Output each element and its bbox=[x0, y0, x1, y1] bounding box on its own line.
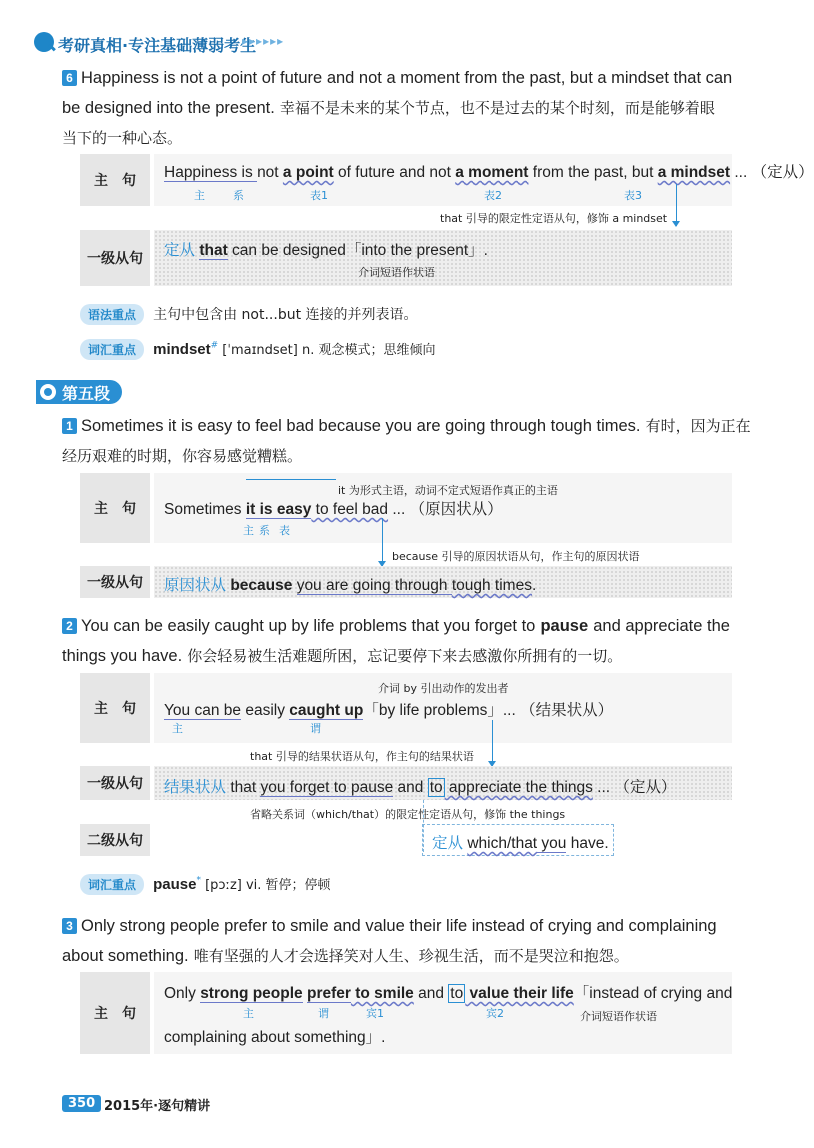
annotation-line bbox=[246, 479, 336, 480]
role-subject: 主 bbox=[172, 722, 183, 735]
header-arrows-icon: ▸▸▸▸▸▸ bbox=[242, 34, 285, 48]
search-logo-icon bbox=[34, 32, 54, 52]
main-clause-label: 主 句 bbox=[80, 154, 150, 206]
sentence-chinese-cont: 经历艰难的时期，你容易感觉糟糕。 bbox=[62, 447, 303, 465]
sentence-3 bbox=[62, 911, 752, 971]
grammar-pill: 语法重点 bbox=[80, 304, 144, 325]
role-verb: 谓 bbox=[318, 1007, 329, 1020]
vocab-mark: # bbox=[210, 340, 219, 351]
sentence-english: Only strong people prefer to smile and value their life instead of crying and complaining bbox=[81, 917, 717, 935]
vocab-word: mindset bbox=[153, 341, 211, 358]
role-verb: 谓 bbox=[310, 722, 321, 735]
role-verb: 系 bbox=[259, 524, 270, 537]
vocab-point bbox=[80, 339, 435, 360]
vocab-pill: 词汇重点 bbox=[80, 874, 144, 895]
annotation-that: that 引导的限定性定语从句，修饰 a mindset bbox=[440, 212, 668, 225]
sentence-english: Sometimes it is easy to feel bad because you are going through tough times. bbox=[81, 417, 641, 435]
sentence-chinese: 有时，因为正在 bbox=[645, 417, 751, 435]
sentence-english-2: and appreciate the bbox=[593, 617, 730, 635]
subclause-label: 一级从句 bbox=[80, 566, 150, 598]
role-subject: 主 bbox=[243, 524, 254, 537]
main-clause-sentence: Only strong people prefer to smile and to value their life「instead of crying and bbox=[164, 985, 733, 1002]
role-predicative: 表 bbox=[279, 524, 290, 537]
arrow-down-icon bbox=[382, 518, 383, 566]
subclause-label: 一级从句 bbox=[80, 766, 150, 800]
sentence-english: Happiness is not a point of future and not a moment from the past, but a mindset that can be designed into the present. bbox=[62, 69, 733, 117]
vocab-word: pause bbox=[153, 876, 197, 893]
subclause-sentence: 定从 that can be designed「into the present」. bbox=[164, 242, 488, 259]
arrow-down-icon bbox=[492, 720, 493, 766]
sentence-1 bbox=[62, 411, 752, 471]
grammar-point bbox=[80, 304, 418, 325]
sentence-chinese: 幸福不是未来的某个节点，也不是过去的某个时刻，而是能够着眼 bbox=[279, 99, 715, 117]
sentence-english-3: things you have. bbox=[62, 647, 183, 665]
vocab-def: [pɔːz] vi. 暂停；停顿 bbox=[200, 878, 331, 893]
arrow-down-icon bbox=[676, 184, 677, 226]
vocab-point bbox=[80, 874, 331, 895]
sub2-label: 二级从句 bbox=[80, 824, 150, 856]
sentence-2 bbox=[62, 611, 752, 671]
annotation-that: that 引导的结果状语从句，作主句的结果状语 bbox=[250, 750, 474, 763]
annotation-prep: 介词短语作状语 bbox=[580, 1010, 657, 1023]
sentence-number: 1 bbox=[62, 418, 77, 434]
sentence-chinese: 你会轻易被生活难题所困，忘记要停下来去感激你所拥有的一切。 bbox=[187, 647, 623, 665]
section-header bbox=[36, 380, 122, 404]
header-title: 考研真相·专注基础薄弱考生 bbox=[58, 36, 257, 55]
role-subject: 主 bbox=[243, 1007, 254, 1020]
annotation-which: 省略关系词（which/that）的限定性定语从句，修饰 the things bbox=[250, 808, 566, 821]
annotation-by: 介词 by 引出动作的发出者 bbox=[378, 682, 509, 695]
sentence-number: 2 bbox=[62, 618, 77, 634]
role-verb: 系 bbox=[233, 189, 244, 202]
vocab-pill: 词汇重点 bbox=[80, 339, 144, 360]
annotation-prep: 介词短语作状语 bbox=[358, 266, 435, 279]
subclause-label: 一级从句 bbox=[80, 230, 150, 286]
sentence-keyword: pause bbox=[540, 617, 589, 635]
page-number: 350 bbox=[62, 1095, 101, 1112]
role-object-1: 宾1 bbox=[366, 1007, 384, 1020]
search-icon bbox=[40, 384, 56, 400]
sentence-6 bbox=[62, 63, 752, 153]
role-predicative-3: 表3 bbox=[624, 189, 642, 202]
sentence-chinese: 唯有坚强的人才会选择笑对人生、珍视生活，而不是哭泣和抱怨。 bbox=[193, 947, 629, 965]
role-predicative-1: 表1 bbox=[310, 189, 328, 202]
main-clause-label: 主 句 bbox=[80, 972, 150, 1054]
subclause-sentence: 原因状从 because you are going through tough times. bbox=[164, 577, 537, 594]
footer-title: 2015年·逐句精讲 bbox=[104, 1099, 211, 1114]
sentence-chinese-cont: 当下的一种心态。 bbox=[62, 129, 183, 147]
main-clause-label: 主 句 bbox=[80, 473, 150, 543]
annotation-it: it 为形式主语，动词不定式短语作真正的主语 bbox=[338, 484, 558, 497]
sentence-number: 3 bbox=[62, 918, 77, 934]
main-clause-sentence: You can be easily caught up「by life problems」... （结果状从） bbox=[164, 702, 614, 719]
sentence-number: 6 bbox=[62, 70, 77, 86]
sub2-sentence: 定从 which/that you have. bbox=[432, 835, 609, 852]
main-clause-sentence-cont: complaining about something」. bbox=[164, 1029, 386, 1046]
vocab-def: [ˈmaɪndset] n. 观念模式；思维倾向 bbox=[218, 343, 436, 358]
sentence-english-2: about something. bbox=[62, 947, 189, 965]
vocab-mark: * bbox=[196, 875, 201, 886]
sentence-english: You can be easily caught up by life problems that you forget to bbox=[81, 617, 536, 635]
role-predicative-2: 表2 bbox=[484, 189, 502, 202]
role-object-2: 宾2 bbox=[486, 1007, 504, 1020]
subclause-sentence: 结果状从 that you forget to pause and to appreciate the things ... （定从） bbox=[164, 779, 677, 796]
annotation-because: because 引导的原因状语从句，作主句的原因状语 bbox=[392, 550, 640, 563]
role-subject: 主 bbox=[194, 189, 205, 202]
main-clause-sentence: Happiness is not a point of future and not a moment from the past, but a mindset ... （定从） bbox=[164, 164, 814, 181]
main-clause-label: 主 句 bbox=[80, 673, 150, 743]
section-title: 第五段 bbox=[62, 383, 111, 403]
main-clause-sentence: Sometimes it is easy to feel bad ... （原因状从） bbox=[164, 501, 503, 518]
grammar-text: 主句中包含由 not...but 连接的并列表语。 bbox=[153, 307, 418, 323]
